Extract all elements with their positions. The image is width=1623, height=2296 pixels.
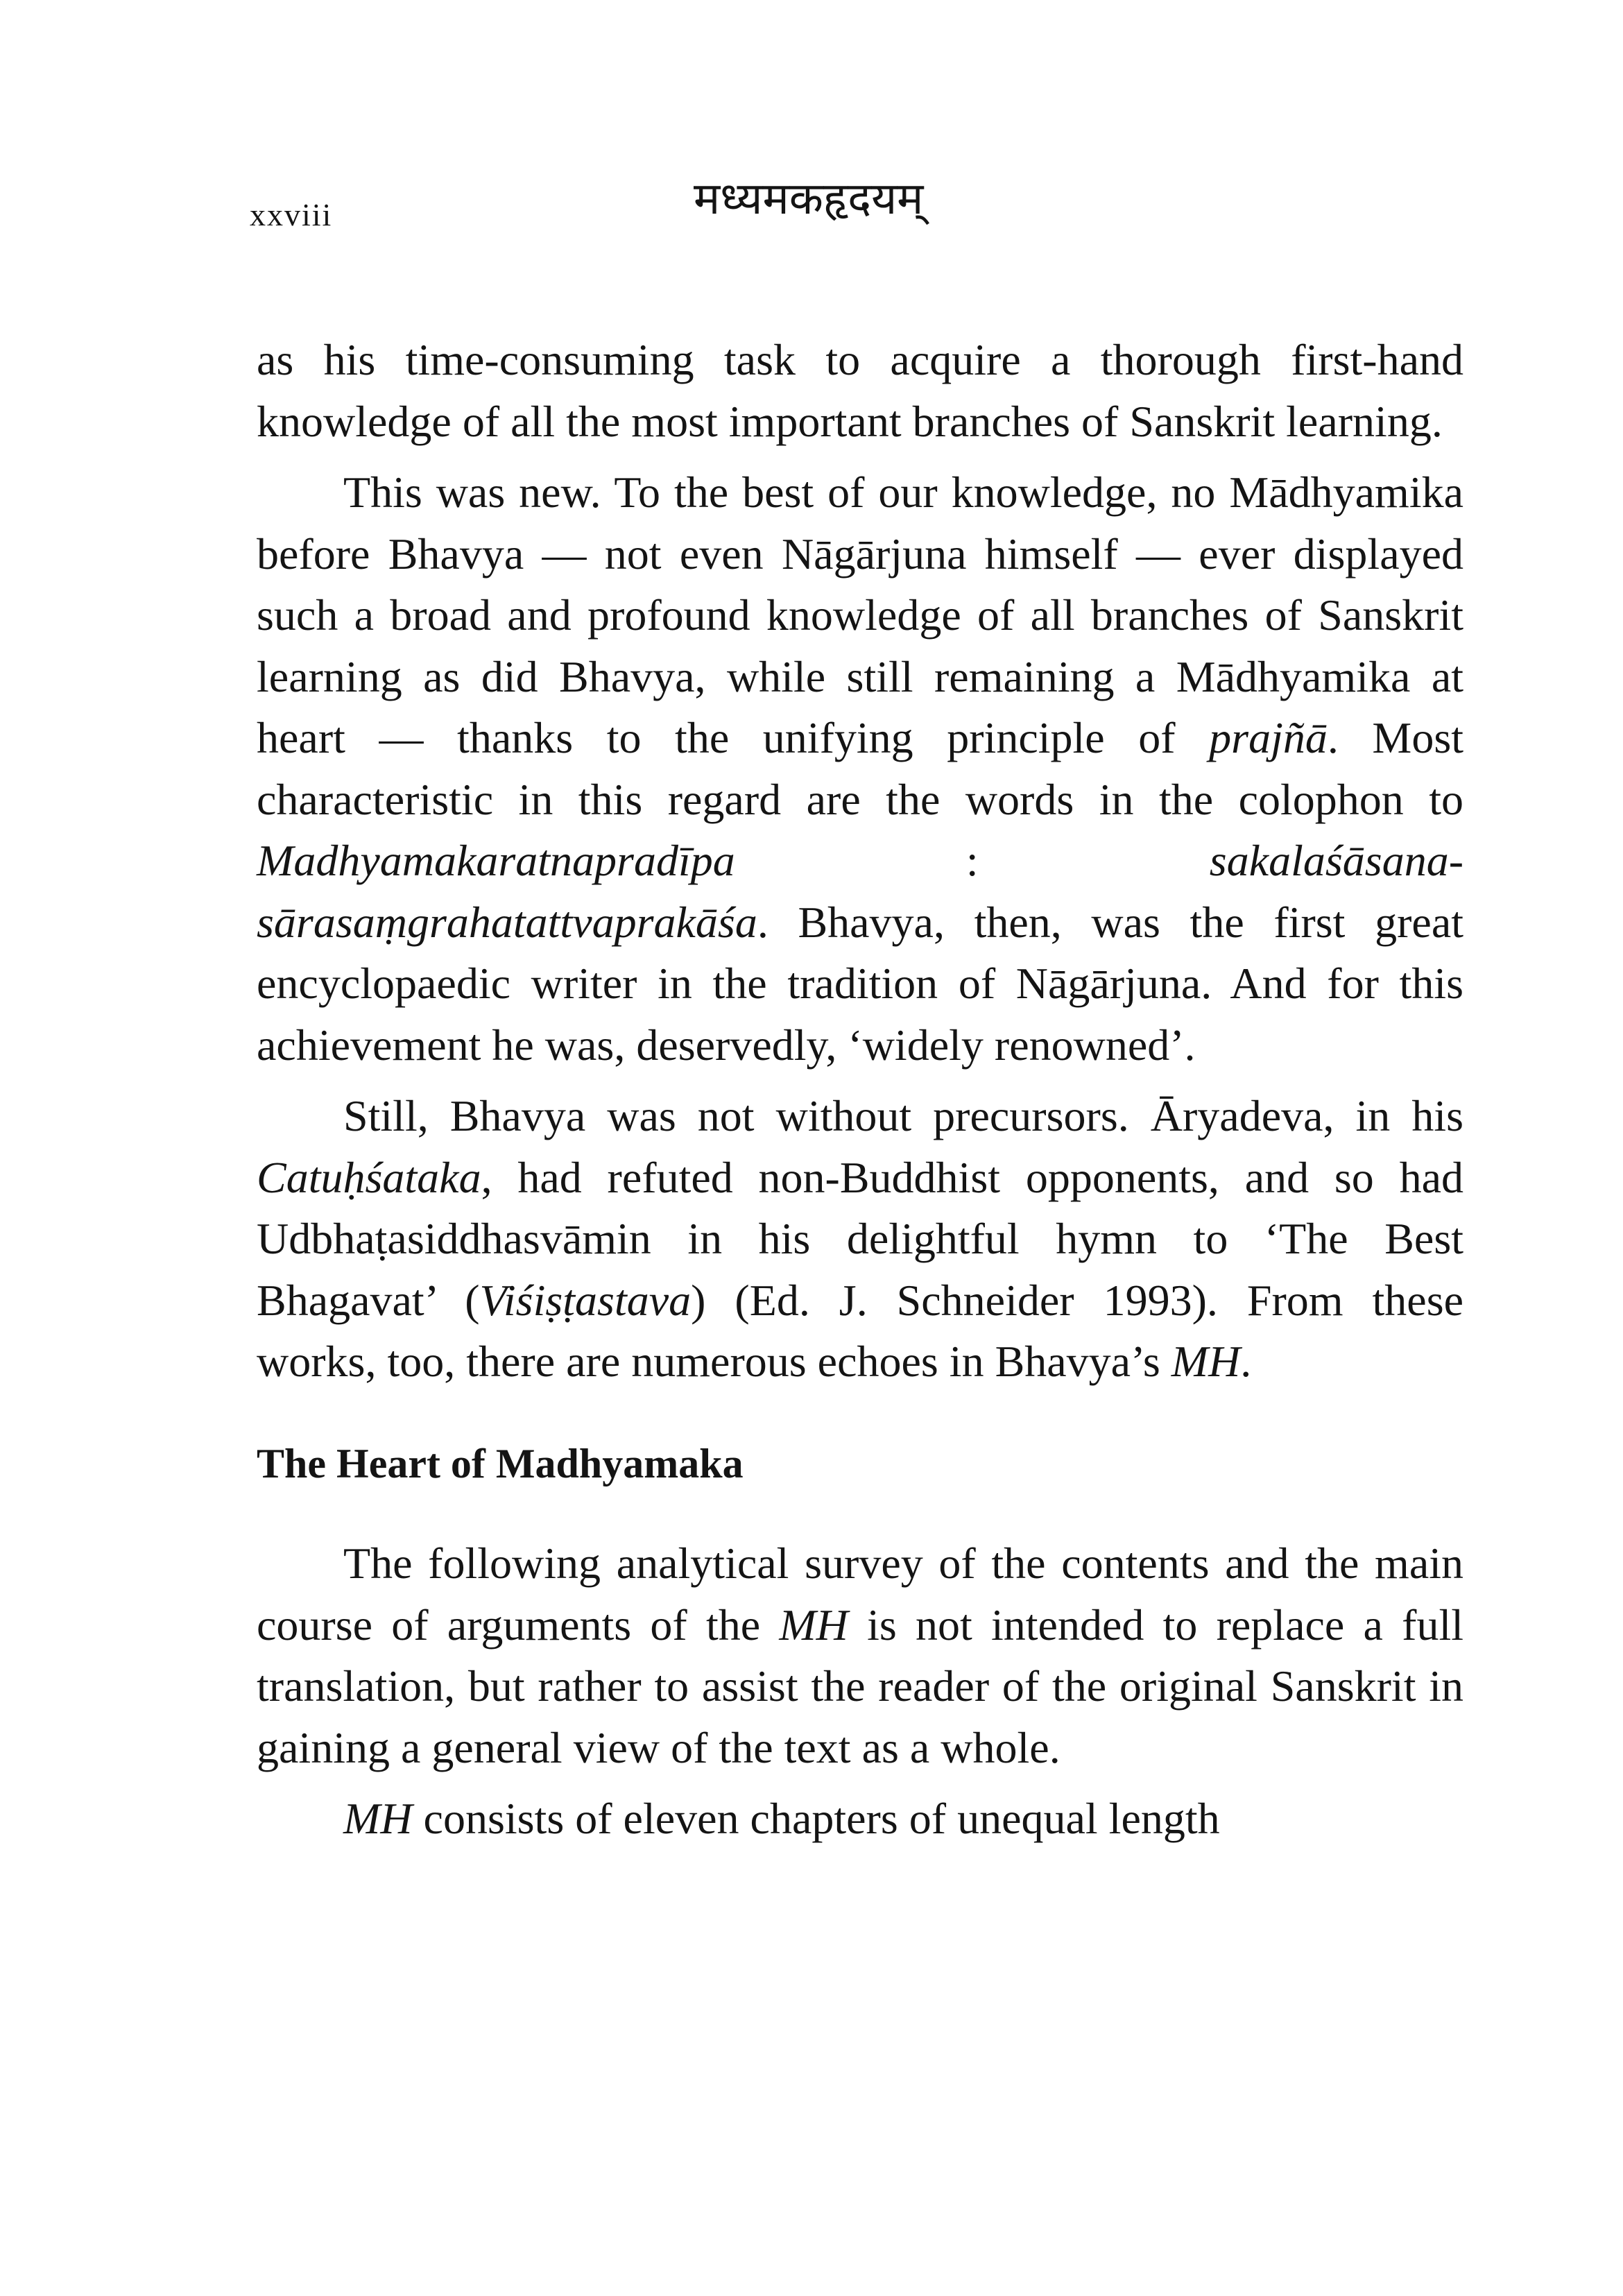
paragraph-text: as his time-consuming task to acquire a thorough first-hand knowledge of all the most important branches of Sanskrit learning. (257, 335, 1463, 446)
paragraph-continued (257, 329, 1463, 452)
paragraph-text: : (735, 836, 1210, 885)
paragraph-text: This was new. To the best of our knowledge, no Mādhyamika before Bhavya — not even Nāgārjuna himself — ever displayed such a broad and profound knowledge of all branches of Sanskrit learning as did Bhavya, while still remaining a Mādhyamika at heart — thanks to the unifying principle of (257, 468, 1463, 762)
paragraph-text: consists of eleven chapters of unequal length (412, 1794, 1220, 1843)
paragraph-text: The following analytical survey of the contents and the main course of arguments of the (257, 1539, 1463, 1650)
body-text (257, 329, 1463, 1850)
paragraph-text: is not intended to replace a full translation, but rather to assist the reader of the original Sanskrit in gaining a general view of the text as a whole. (257, 1600, 1464, 1772)
paragraph-text: , had refuted non-Buddhist opponents, and so had Udbhaṭasiddhasvāmin in his delightful hymn to ‘The Best Bhagavat’ ( (257, 1152, 1463, 1325)
paragraph (257, 1533, 1463, 1779)
running-head (250, 156, 1463, 239)
italic-abbreviation: MH (343, 1794, 413, 1843)
italic-quote: sakalaśāsana-sārasaṃgrahatattvaprakāśa (257, 836, 1463, 947)
italic-title: Viśiṣṭastava (479, 1275, 692, 1325)
running-title: मध्यमकहृदयम् (694, 173, 924, 225)
paragraph (257, 462, 1463, 1076)
paragraph-text: ) (Ed. J. Schneider 1993). From these works, too, there are numerous echoes in Bhavya’s (257, 1275, 1464, 1386)
paragraph (257, 1086, 1463, 1393)
italic-title: Catuḥśataka (257, 1152, 481, 1202)
italic-abbreviation: MH (779, 1600, 848, 1650)
paragraph-text: Still, Bhavya was not without precursors. Āryadeva, in his (343, 1091, 1463, 1140)
italic-title: Madhyamakaratnapradīpa (257, 836, 735, 885)
section-heading: The Heart of Madhyamaka (257, 1440, 744, 1487)
paragraph-text: . Bhavya, then, was the first great encyclopaedic writer in the tradition of Nāgārjuna. And for this achievement he was, deservedly, ‘widely renowned’. (257, 897, 1463, 1070)
italic-term: prajñā (1209, 713, 1328, 762)
page-number: xxviii (250, 197, 333, 232)
italic-abbreviation: MH (1171, 1337, 1241, 1386)
paragraph-text: . (1240, 1337, 1252, 1386)
paragraph-text: . Most characteristic in this regard are the words in the colophon to (257, 713, 1464, 824)
paragraph (257, 1788, 1463, 1850)
